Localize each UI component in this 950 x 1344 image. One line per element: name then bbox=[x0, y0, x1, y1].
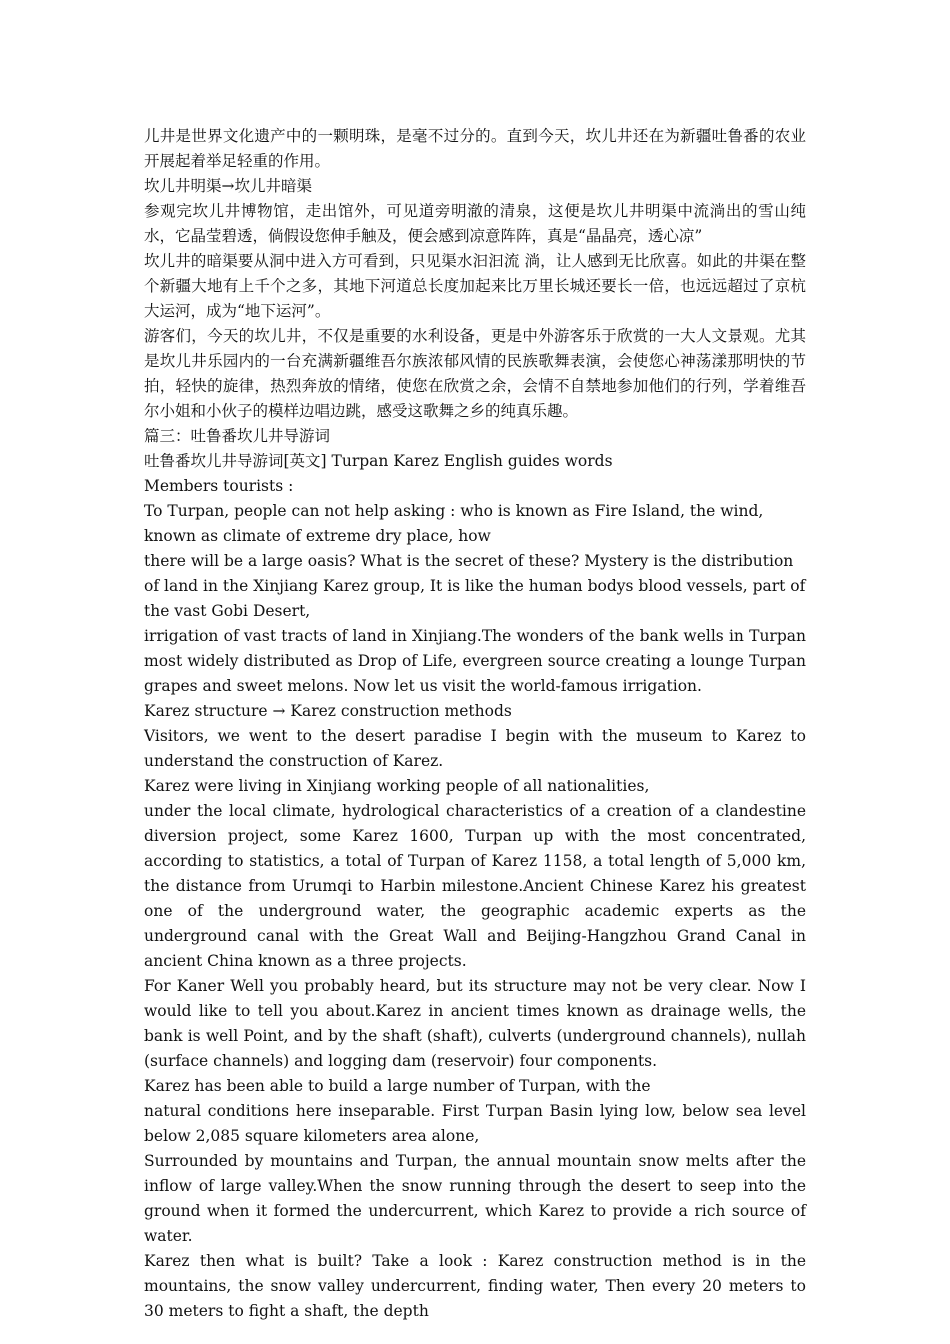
paragraph-working-people: Karez were living in Xinjiang working people of all nationalities, bbox=[144, 777, 650, 795]
paragraph-local-climate: under the local climate, hydrological characteristics of a creation of a clandestine diversion project, some Karez 1600, Turpan up with the most concentrated, according to statistics, a total of Turpan of Karez 1158, a total length of 5,000 km, the distance from Urumqi to Harbin milestone.Ancient Chinese Karez his greatest one of the underground water, the geographic academic experts as the underground canal with the Great Wall and Beijing-Hangzhou Grand Canal in ancient China known as a three projects. bbox=[144, 802, 806, 970]
document-body bbox=[144, 124, 806, 1324]
paragraph-irrigation: irrigation of vast tracts of land in Xinjiang.The wonders of the bank wells in Turpan most widely distributed as Drop of Life, evergreen source creating a lounge Turpan grapes and sweet melons. Now let us visit the world-famous irrigation. bbox=[144, 627, 806, 695]
paragraph-structure-heading: Karez structure → Karez construction methods bbox=[144, 702, 512, 720]
paragraph-large-oasis: there will be a large oasis? What is the secret of these? Mystery is the distribution of land in the Xinjiang Karez group, It is like the human bodys blood vessels, part of the vast Gobi Desert, bbox=[144, 552, 806, 620]
paragraph-underground-channel: 坎儿井的暗渠要从洞中进入方可看到，只见渠水汩汩流 淌，让人感到无比欣喜。如此的井渠在整个新疆大地有上千个之多，其地下河道总长度加起来比万里长城还要长一倍，也远远超过了京杭大运河，成为“地下运河”。 bbox=[144, 252, 806, 320]
paragraph-surrounded-mountains: Surrounded by mountains and Turpan, the annual mountain snow melts after the inflow of large valley.When the snow running through the desert to seep into the ground when it formed the undercurrent, which Karez to provide a rich source of water. bbox=[144, 1152, 806, 1245]
paragraph-natural-conditions: natural conditions here inseparable. First Turpan Basin lying low, below sea level below 2,085 square kilometers area alone, bbox=[144, 1102, 806, 1145]
paragraph-tourists-today: 游客们，今天的坎儿井，不仅是重要的水利设备，更是中外游客乐于欣赏的一大人文景观。尤其是坎儿井乐园内的一台充满新疆维吾尔族浓郁风情的民族歌舞表演，会使您心神荡漾那明快的节拍，轻快的旋律，热烈奔放的情绪，使您在欣赏之余，会情不自禁地参加他们的行列，学着维吾尔小姐和小伙子的模样边唱边跳，感受这歌舞之乡的纯真乐趣。 bbox=[144, 327, 806, 420]
paragraph-karez-heritage: 儿井是世界文化遗产中的一颗明珠，是毫不过分的。直到今天，坎儿井还在为新疆吐鲁番的农业开展起着举足轻重的作用。 bbox=[144, 127, 806, 170]
paragraph-visitors-museum: Visitors, we went to the desert paradise I begin with the museum to Karez to understand the construction of Karez. bbox=[144, 727, 806, 770]
paragraph-english-guide-title: 吐鲁番坎儿井导游词[英文] Turpan Karez English guides words bbox=[144, 452, 613, 470]
paragraph-open-channel: 参观完坎儿井博物馆，走出馆外，可见道旁明澈的清泉，这便是坎儿井明渠中流淌出的雪山纯水，它晶莹碧透，倘假设您伸手触及，便会感到凉意阵阵，真是“晶晶亮，透心凉” bbox=[144, 202, 806, 245]
paragraph-to-turpan: To Turpan, people can not help asking : who is known as Fire Island, the wind, known as climate of extreme dry place, how bbox=[144, 502, 764, 545]
paragraph-construction-method: Karez then what is built? Take a look : Karez construction method is in the mountains, the snow valley undercurrent, finding water, Then every 20 meters to 30 meters to fight a shaft, the depth bbox=[144, 1252, 806, 1320]
paragraph-members-tourists: Members tourists : bbox=[144, 477, 294, 495]
paragraph-kaner-well: For Kaner Well you probably heard, but its structure may not be very clear. Now I would like to tell you about.Karez in ancient times known as drainage wells, the bank is well Point, and by the shaft (shaft), culverts (underground channels), nullah (surface channels) and logging dam (reservoir) four components. bbox=[144, 977, 806, 1070]
paragraph-large-number: Karez has been able to build a large number of Turpan, with the bbox=[144, 1077, 651, 1095]
section-heading-part-three: 篇三：吐鲁番坎儿井导游词 bbox=[144, 427, 331, 445]
paragraph-open-to-underground-heading: 坎儿井明渠→坎儿井暗渠 bbox=[144, 177, 312, 195]
